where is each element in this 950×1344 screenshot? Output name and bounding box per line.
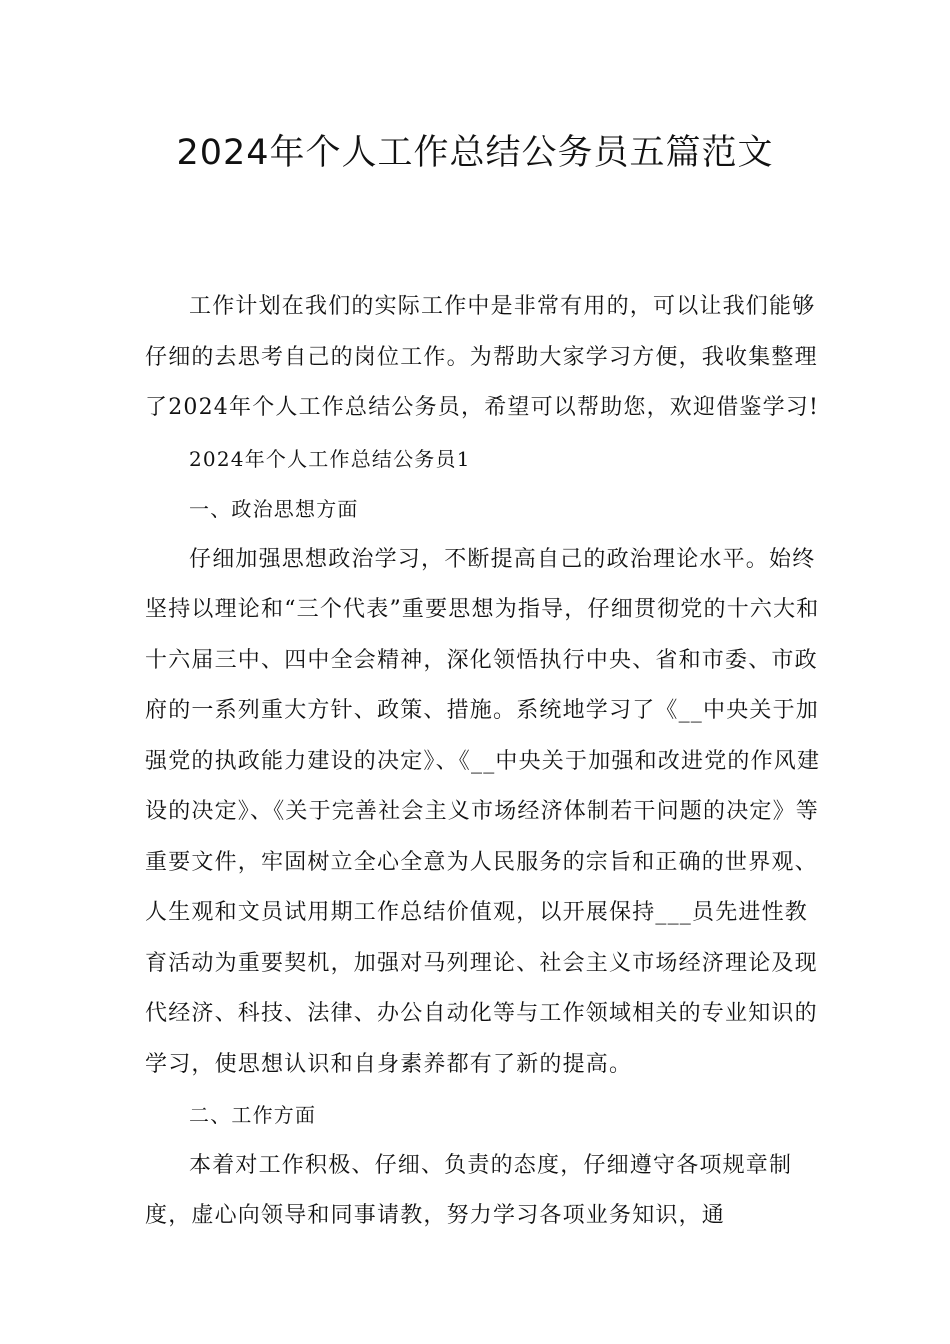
work-paragraph: 本着对工作积极、仔细、负责的态度，仔细遵守各项规章制度，虚心向领导和同事请教，努力学习各项业务知识，通	[145, 1152, 793, 1228]
subsection-heading-political: 一、政治思想方面	[189, 497, 359, 521]
political-paragraph: 仔细加强思想政治学习，不断提高自己的政治理论水平。始终坚持以理论和“三个代表”重要思想为指导，仔细贯彻党的十六大和十六届三中、四中全会精神，深化领悟执行中央、省和市委、市政府的一系列重大方针、政策、措施。系统地学习了《__中央关于加强党的执政能力建设的决定》、《__中央关于加强和改进党的作风建设的决定》、《关于完善社会主义市场经济体制若干问题的决定》等重要文件，牢固树立全心全意为人民服务的宗旨和正确的世界观、人生观和文员试用期工作总结价值观，以开展保持___员先进性教育活动为重要契机，加强对马列理论、社会主义市场经济理论及现代经济、科技、法律、办公自动化等与工作领域相关的专业知识的学习，使思想认识和自身素养都有了新的提高。	[145, 546, 821, 1077]
subsection-heading-work: 二、工作方面	[189, 1103, 317, 1127]
intro-paragraph: 工作计划在我们的实际工作中是非常有用的，可以让我们能够仔细的去思考自己的岗位工作。为帮助大家学习方便，我收集整理了2024年个人工作总结公务员，希望可以帮助您，欢迎借鉴学习!	[145, 294, 820, 420]
section-heading-1: 2024年个人工作总结公务员1	[189, 446, 471, 471]
document-body	[145, 282, 825, 1242]
document-title: 2024年个人工作总结公务员五篇范文	[176, 133, 774, 173]
